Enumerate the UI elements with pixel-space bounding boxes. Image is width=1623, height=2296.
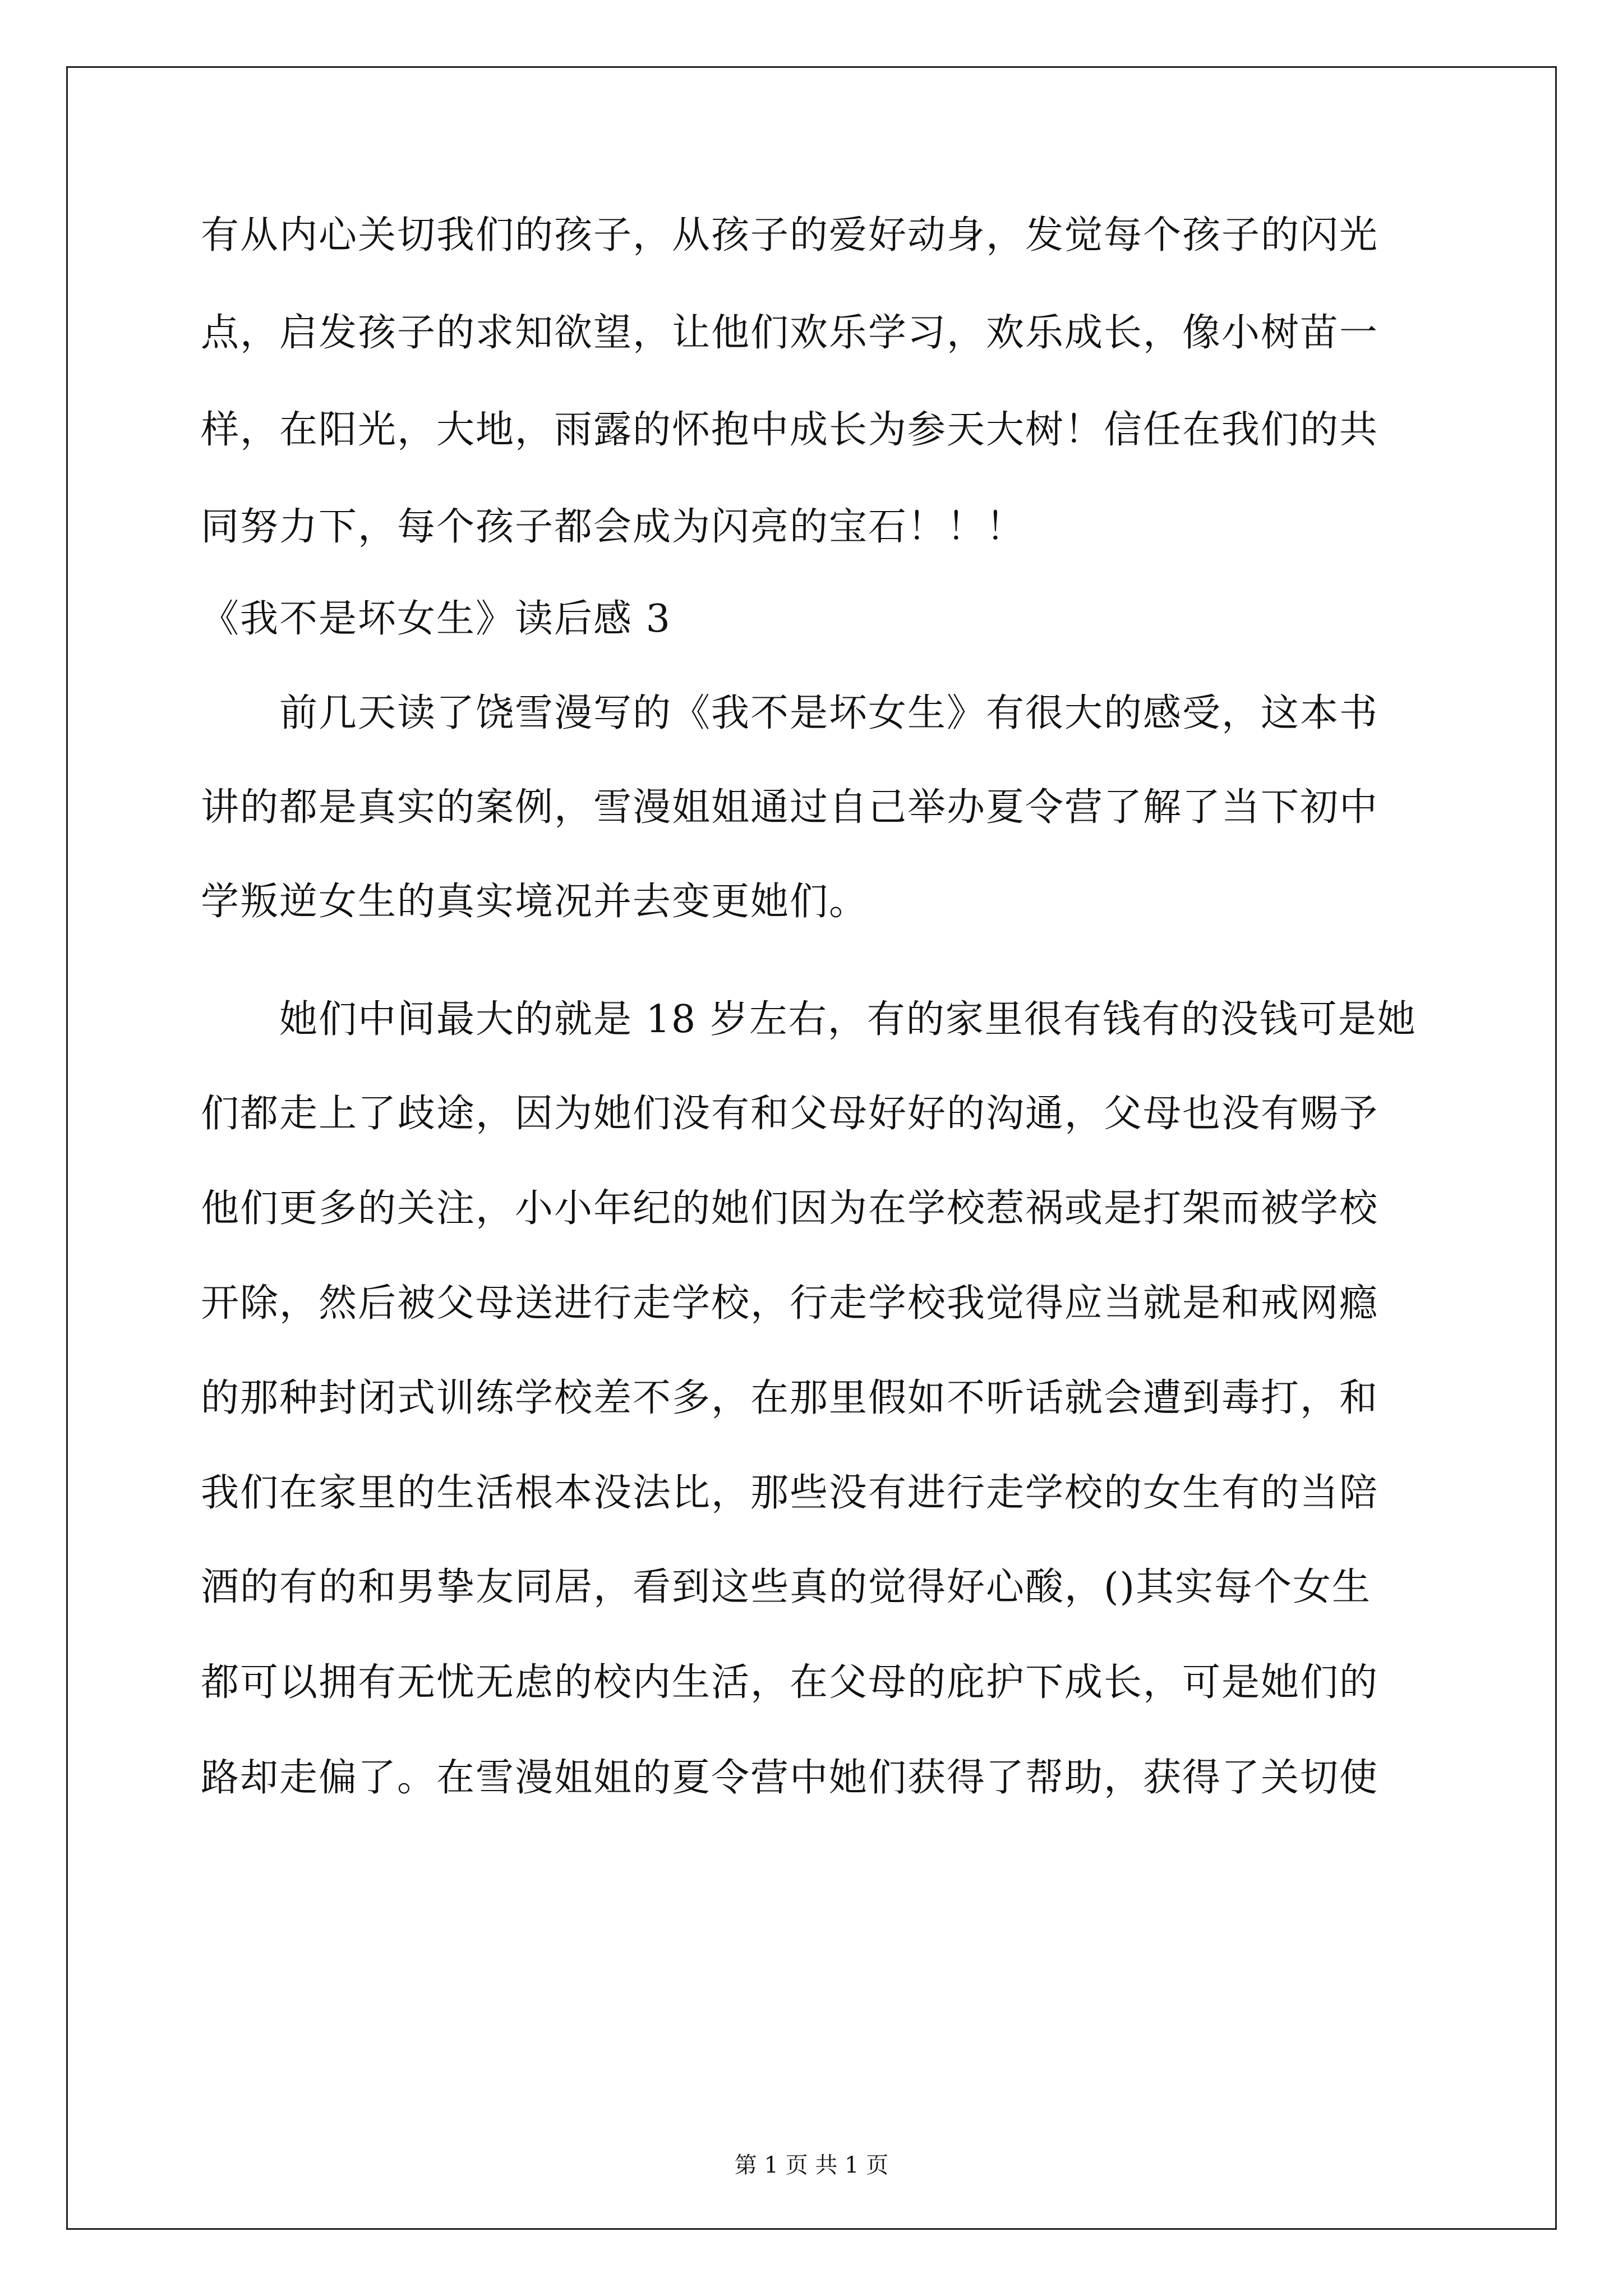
text-line: 路却走偏了。在雪漫姐姐的夏令营中她们获得了帮助，获得了关切使 (201, 1756, 1379, 1800)
text-line: 我们在家里的生活根本没法比，那些没有进行走学校的女生有的当陪 (201, 1471, 1379, 1515)
text-line: 样，在阳光，大地，雨露的怀抱中成长为参天大树！信任在我们的共 (201, 408, 1379, 452)
paragraph-first-line: 前几天读了饶雪漫写的《我不是坏女生》有很大的感受，这本书 (279, 691, 1379, 735)
text-line: 学叛逆女生的真实境况并去变更她们。 (201, 880, 869, 924)
text-line: 点，启发孩子的求知欲望，让他们欢乐学习，欢乐成长，像小树苗一 (201, 311, 1379, 355)
section-heading: 《我不是坏女生》读后感 3 (201, 597, 671, 641)
page-number-footer: 第 1 页 共 1 页 (734, 2152, 889, 2178)
text-line: 酒的有的和男挚友同居，看到这些真的觉得好心酸，()其实每个女生 (201, 1565, 1372, 1609)
text-line: 同努力下，每个孩子都会成为闪亮的宝石！！！ (201, 505, 1026, 549)
text-line: 开除，然后被父母送进行走学校，行走学校我觉得应当就是和戒网瘾 (201, 1281, 1379, 1326)
text-line: 的那种封闭式训练学校差不多，在那里假如不听话就会遭到毒打，和 (201, 1376, 1379, 1420)
text-line: 们都走上了歧途，因为她们没有和父母好好的沟通，父母也没有赐予 (201, 1092, 1379, 1136)
text-line: 讲的都是真实的案例，雪漫姐姐通过自己举办夏令营了解了当下初中 (201, 785, 1379, 830)
page-border (66, 66, 1557, 2230)
paragraph-first-line: 她们中间最大的就是 18 岁左右，有的家里很有钱有的没钱可是她 (279, 997, 1417, 1042)
text-line: 他们更多的关注，小小年纪的她们因为在学校惹祸或是打架而被学校 (201, 1186, 1379, 1231)
text-line: 有从内心关切我们的孩子，从孩子的爱好动身，发觉每个孩子的闪光 (201, 213, 1379, 257)
text-line: 都可以拥有无忧无虑的校内生活，在父母的庇护下成长，可是她们的 (201, 1660, 1379, 1705)
